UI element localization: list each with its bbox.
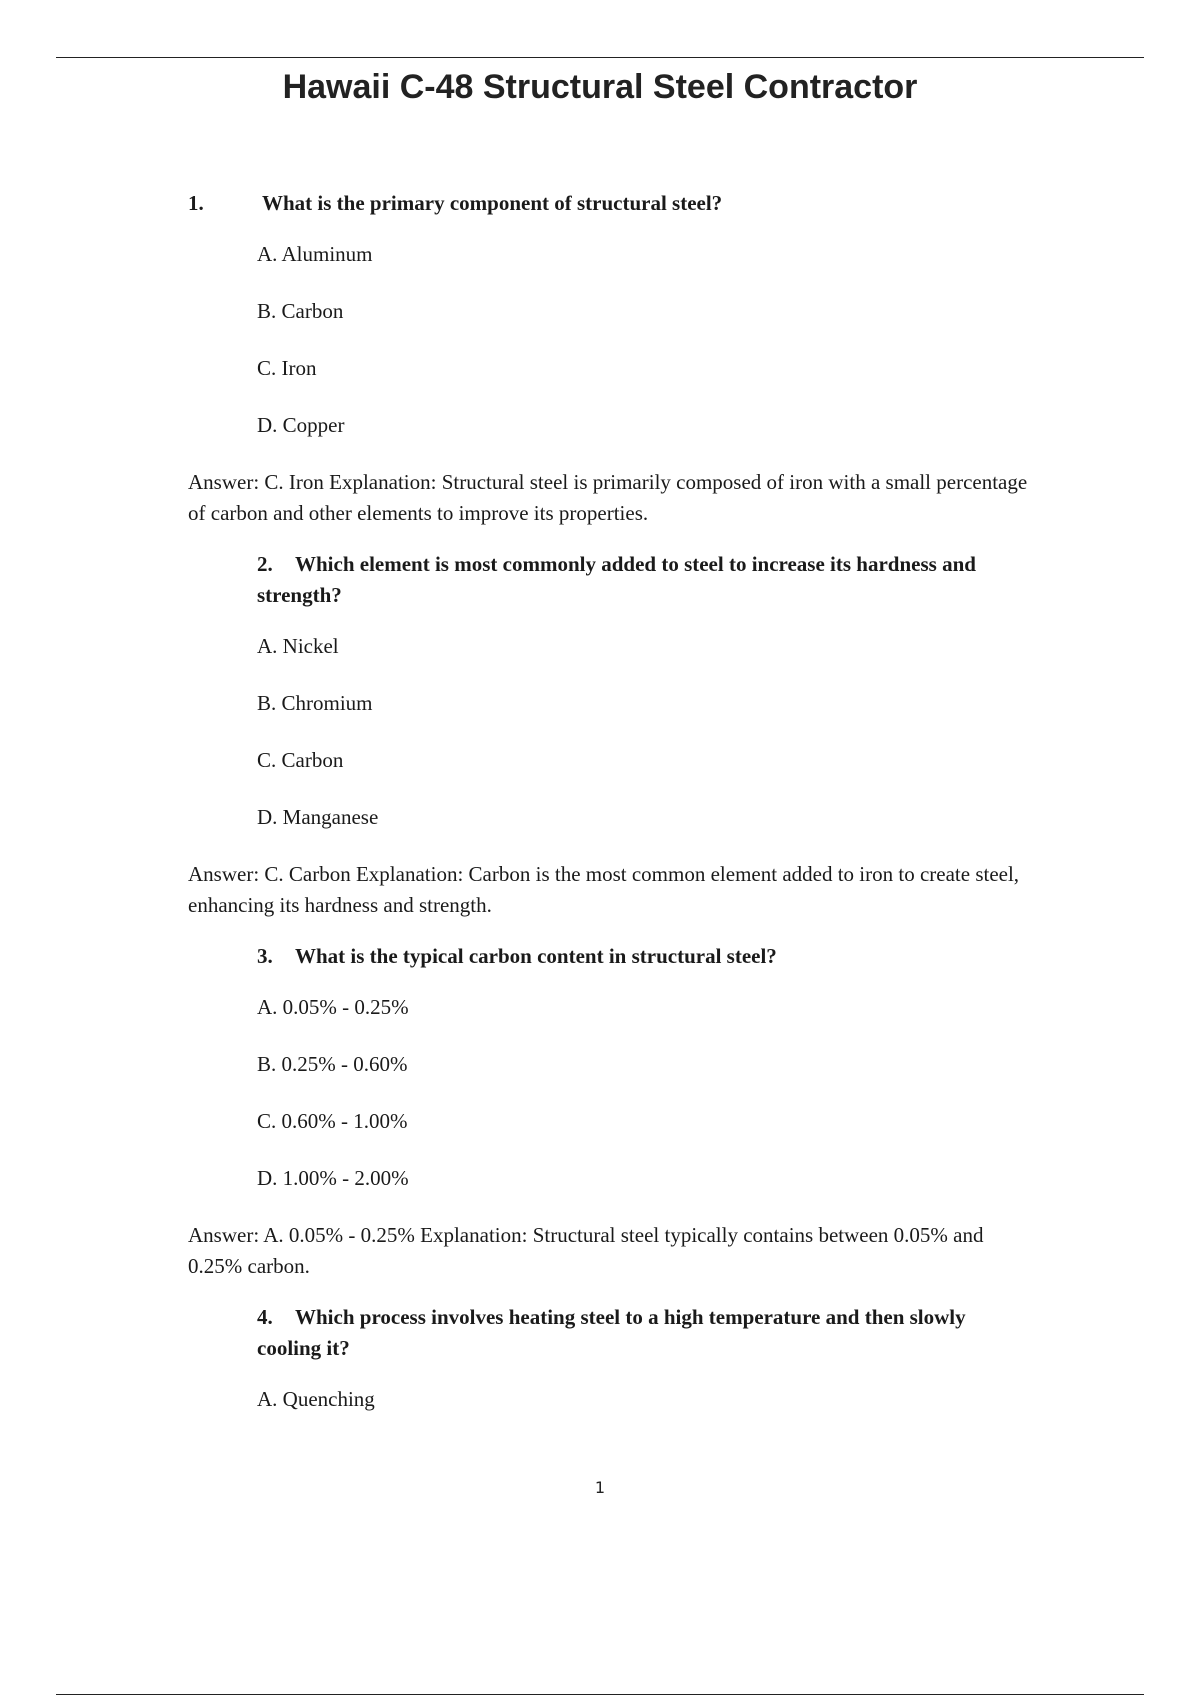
question-number: 1. [188, 191, 204, 215]
option-a: A. 0.05% - 0.25% [257, 995, 409, 1019]
document-body [188, 188, 1048, 1441]
option-a: A. Nickel [257, 634, 339, 658]
question-number: 4. [257, 1305, 273, 1329]
bottom-rule [56, 1694, 1144, 1695]
document-title: Hawaii C-48 Structural Steel Contractor [282, 68, 918, 106]
question-text: What is the typical carbon content in structural steel? [295, 944, 777, 968]
options-list-3 [188, 992, 1048, 1194]
answer-1: Answer: C. Iron Explanation: Structural steel is primarily composed of iron with a small percentage of carbon and other elements to improve its properties. [188, 470, 1028, 525]
option-b: B. Chromium [257, 691, 373, 715]
option-a: A. Quenching [257, 1387, 375, 1411]
answer-2: Answer: C. Carbon Explanation: Carbon is the most common element added to iron to create steel, enhancing its hardness and strength. [188, 862, 1020, 917]
options-list-4 [188, 1384, 1048, 1415]
question-text: What is the primary component of structural steel? [262, 191, 723, 215]
question-4 [188, 1302, 1048, 1364]
option-b: B. Carbon [257, 299, 344, 323]
option-d: D. Manganese [257, 805, 379, 829]
option-b: B. 0.25% - 0.60% [257, 1052, 408, 1076]
options-list-1 [188, 239, 1048, 441]
option-c: C. Iron [257, 356, 317, 380]
question-1 [188, 188, 1048, 219]
question-number: 3. [257, 944, 273, 968]
question-text: Which element is most commonly added to steel to increase its hardness and strength? [257, 552, 976, 607]
option-c: C. 0.60% - 1.00% [257, 1109, 408, 1133]
options-list-2 [188, 631, 1048, 833]
answer-3: Answer: A. 0.05% - 0.25% Explanation: Structural steel typically contains between 0.05% and 0.25% carbon. [188, 1223, 984, 1278]
question-text: Which process involves heating steel to a high temperature and then slowly cooling it? [257, 1305, 966, 1360]
option-a: A. Aluminum [257, 242, 373, 266]
option-d: D. 1.00% - 2.00% [257, 1166, 409, 1190]
question-2 [188, 549, 1048, 611]
option-c: C. Carbon [257, 748, 344, 772]
option-d: D. Copper [257, 413, 345, 437]
top-rule [56, 57, 1144, 58]
question-number: 2. [257, 552, 273, 576]
question-3 [188, 941, 1048, 972]
page-number: 1 [594, 1478, 606, 1497]
